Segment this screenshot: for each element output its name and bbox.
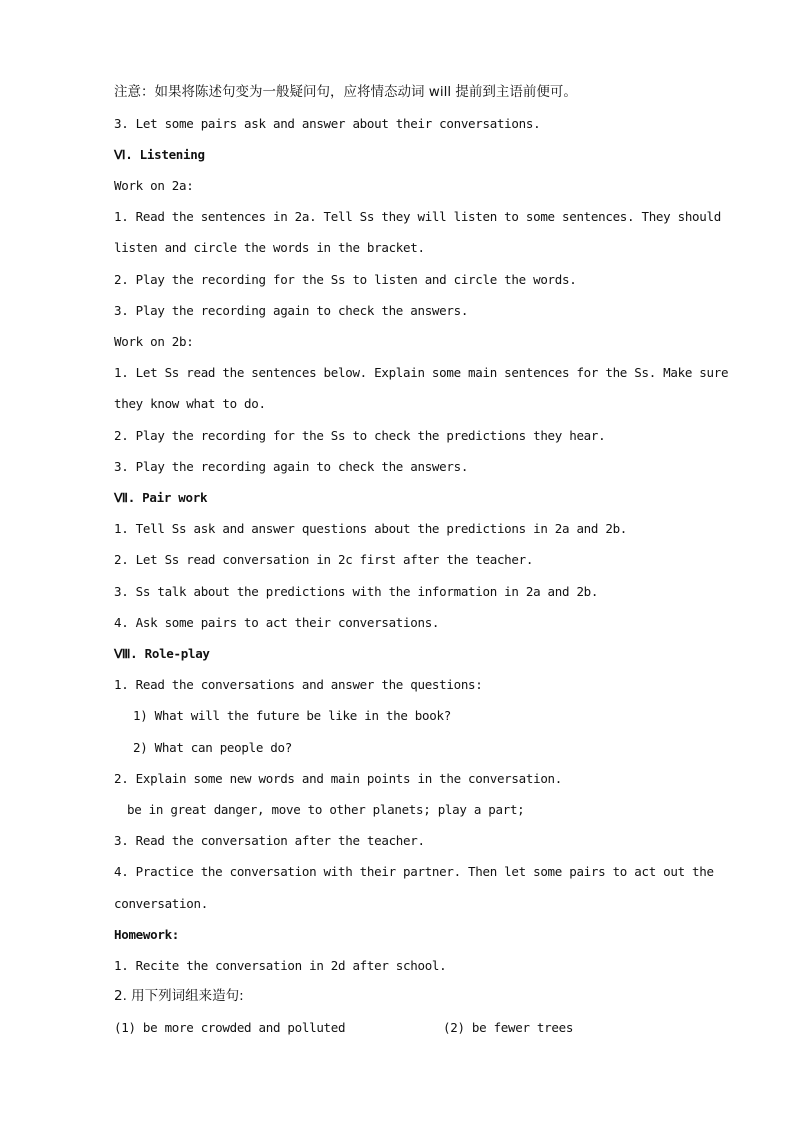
subheading-2b: Work on 2b: — [114, 334, 194, 349]
step-line: 3. Play the recording again to check the answers. — [114, 303, 469, 318]
note-line: 注意：如果将陈述句变为一般疑问句，应将情态动词 will 提前到主语前便可。 — [114, 84, 577, 100]
step-line: 3. Play the recording again to check the answers. — [114, 459, 469, 474]
step-line: 3. Ss talk about the predictions with the information in 2a and 2b. — [114, 584, 599, 599]
section-heading-homework: Homework: — [114, 927, 180, 942]
homework-item: 2. 用下列词组来造句: — [114, 988, 244, 1004]
step-line-cont: listen and circle the words in the bracket. — [114, 240, 425, 255]
step-line-cont: they know what to do. — [114, 396, 266, 411]
step-line: 1. Read the conversations and answer the questions: — [114, 677, 483, 692]
step-line: 4. Practice the conversation with their partner. Then let some pairs to act out the — [114, 864, 714, 879]
step-line: 2. Play the recording for the Ss to check the predictions they hear. — [114, 428, 606, 443]
step-line: 2. Explain some new words and main points in the conversation. — [114, 771, 562, 786]
step-line: 2. Play the recording for the Ss to listen and circle the words. — [114, 272, 577, 287]
step-line: 3. Let some pairs ask and answer about their conversations. — [114, 116, 541, 131]
phrase-item-2: (2) be fewer trees — [443, 1020, 574, 1035]
question-line: 1) What will the future be like in the book? — [133, 708, 451, 723]
step-line: 1. Read the sentences in 2a. Tell Ss they will listen to some sentences. They should — [114, 209, 721, 224]
question-line: 2) What can people do? — [133, 740, 292, 755]
section-heading-role-play: Ⅷ. Role-play — [114, 646, 210, 661]
phrase-line: be in great danger, move to other planets; play a part; — [127, 802, 525, 817]
section-heading-pair-work: Ⅶ. Pair work — [114, 490, 208, 505]
step-line: 4. Ask some pairs to act their conversations. — [114, 615, 440, 630]
step-line: 3. Read the conversation after the teacher. — [114, 833, 425, 848]
phrase-item-1: (1) be more crowded and polluted — [114, 1020, 346, 1035]
homework-item: 1. Recite the conversation in 2d after school. — [114, 958, 447, 973]
step-line: 2. Let Ss read conversation in 2c first after the teacher. — [114, 552, 534, 567]
section-heading-listening: Ⅵ. Listening — [114, 147, 205, 162]
subheading-2a: Work on 2a: — [114, 178, 194, 193]
step-line: 1. Let Ss read the sentences below. Explain some main sentences for the Ss. Make sure — [114, 365, 729, 380]
step-line-cont: conversation. — [114, 896, 208, 911]
step-line: 1. Tell Ss ask and answer questions about the predictions in 2a and 2b. — [114, 521, 628, 536]
